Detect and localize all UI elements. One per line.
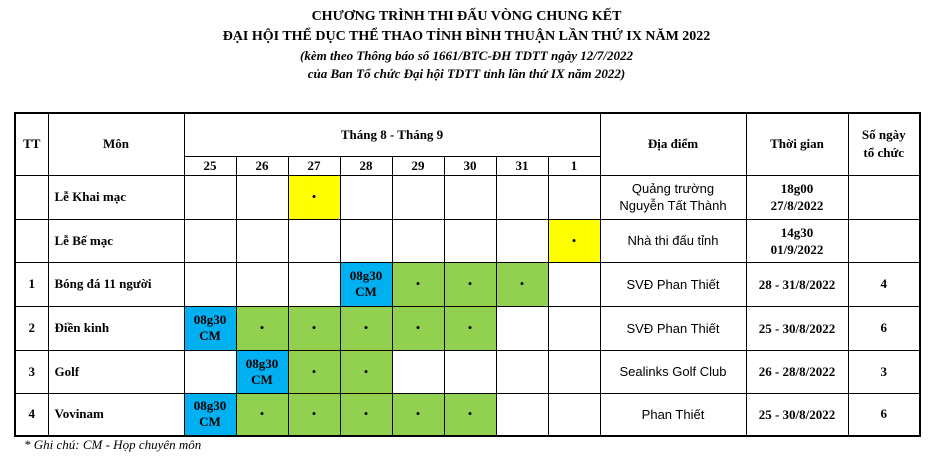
row-time [746, 175, 848, 219]
day-cell [392, 219, 444, 262]
day-cell [548, 350, 600, 393]
row-time: 26 - 28/8/2022 [746, 350, 848, 393]
day-cell [496, 393, 548, 436]
day-cell-meeting [340, 262, 392, 306]
title-line-2: ĐẠI HỘI THỂ DỤC THỂ THAO TỈNH BÌNH THUẬN LẦN THỨ IX NĂM 2022 [222, 29, 711, 44]
row-location: SVĐ Phan Thiết [600, 306, 746, 350]
row-tt [15, 219, 48, 262]
meeting-label: CM [355, 284, 377, 299]
col-header-months: Tháng 8 - Tháng 9 [184, 113, 600, 156]
row-days: 6 [848, 393, 920, 436]
row-time [746, 219, 848, 262]
day-cell-meeting [184, 393, 236, 436]
date-header: 1 [548, 156, 600, 175]
day-cell [548, 393, 600, 436]
day-cell-competition: • [444, 262, 496, 306]
meeting-label: CM [251, 371, 273, 387]
meeting-time: 08g30 [193, 398, 227, 414]
day-cell [340, 175, 392, 219]
row-event-name: Lễ Khai mạc [48, 175, 184, 219]
table-row-football [15, 262, 920, 306]
day-cell [444, 350, 496, 393]
day-cell-competition: • [236, 306, 288, 350]
day-cell-competition: • [288, 306, 340, 350]
day-cell-ceremony: • [548, 219, 600, 262]
row-location [600, 219, 746, 262]
row-location: Sealinks Golf Club [600, 350, 746, 393]
day-cell [496, 219, 548, 262]
row-event-name: Điền kinh [48, 306, 184, 350]
row-tt: 3 [15, 350, 48, 393]
day-cell [548, 175, 600, 219]
row-days [848, 219, 920, 262]
col-header-days-l1: Số ngày [861, 127, 906, 143]
day-cell [444, 219, 496, 262]
row-event-name: Golf [48, 350, 184, 393]
schedule-table [14, 112, 921, 437]
day-cell [444, 175, 496, 219]
day-cell-competition: • [392, 306, 444, 350]
meeting-label: CM [199, 328, 221, 343]
table-row-opening [15, 175, 920, 219]
date-header: 25 [184, 156, 236, 175]
day-cell [496, 306, 548, 350]
day-cell-competition: • [496, 262, 548, 306]
col-header-days-l2: tổ chức [863, 145, 905, 161]
date-header: 30 [444, 156, 496, 175]
table-row-golf [15, 350, 920, 393]
date-header: 31 [496, 156, 548, 175]
table-row-athletics [15, 306, 920, 350]
row-event-name: Vovinam [48, 393, 184, 436]
day-cell [236, 219, 288, 262]
date-header: 29 [392, 156, 444, 175]
day-cell [496, 350, 548, 393]
meeting-label: CM [199, 414, 221, 430]
title-line-1: CHƯƠNG TRÌNH THI ĐẤU VÒNG CHUNG KẾT [311, 9, 622, 24]
day-cell [392, 175, 444, 219]
day-cell [184, 175, 236, 219]
row-time-l2: 01/9/2022 [770, 241, 824, 257]
day-cell [496, 175, 548, 219]
row-days: 3 [848, 350, 920, 393]
day-cell-competition: • [340, 393, 392, 436]
row-time-l1: 14g30 [780, 224, 814, 240]
row-days [848, 175, 920, 219]
day-cell-meeting [184, 306, 236, 350]
col-header-time: Thời gian [746, 113, 848, 175]
row-location-l2: Nguyễn Tất Thành [619, 198, 727, 213]
day-cell [548, 306, 600, 350]
day-cell [184, 219, 236, 262]
day-cell-competition: • [288, 350, 340, 393]
row-location: Phan Thiết [600, 393, 746, 436]
day-cell-competition: • [392, 262, 444, 306]
row-time-l1: 18g00 [780, 181, 814, 196]
row-time: 25 - 30/8/2022 [746, 393, 848, 436]
col-header-mon: Môn [48, 113, 184, 175]
day-cell [288, 262, 340, 306]
day-cell-competition: • [392, 393, 444, 436]
date-header: 27 [288, 156, 340, 175]
row-time: 25 - 30/8/2022 [746, 306, 848, 350]
col-header-tt: TT [15, 113, 48, 175]
day-cell [236, 175, 288, 219]
day-cell-competition: • [288, 393, 340, 436]
row-tt: 4 [15, 393, 48, 436]
table-row-closing [15, 219, 920, 262]
day-cell-meeting [236, 350, 288, 393]
row-location [600, 175, 746, 219]
date-header: 26 [236, 156, 288, 175]
col-header-location: Địa điểm [600, 113, 746, 175]
day-cell [548, 262, 600, 306]
meeting-time: 08g30 [193, 312, 227, 327]
subtitle-line-2: của Ban Tổ chức Đại hội TDTT tỉnh lần thứ IX năm 2022) [307, 66, 626, 81]
day-cell-competition: • [444, 306, 496, 350]
row-location: SVĐ Phan Thiết [600, 262, 746, 306]
day-cell-competition: • [236, 393, 288, 436]
day-cell-competition: • [444, 393, 496, 436]
day-cell [392, 350, 444, 393]
day-cell-competition: • [340, 350, 392, 393]
row-event-name: Bóng đá 11 người [48, 262, 184, 306]
day-cell [288, 219, 340, 262]
row-event-name: Lễ Bế mạc [48, 219, 184, 262]
row-tt: 1 [15, 262, 48, 306]
row-tt: 2 [15, 306, 48, 350]
day-cell-ceremony: • [288, 175, 340, 219]
col-header-days [848, 113, 920, 175]
date-header: 28 [340, 156, 392, 175]
row-days: 6 [848, 306, 920, 350]
subtitle-line-1: (kèm theo Thông báo số 1661/BTC-ĐH TDTT ngày 12/7/2022 [300, 48, 633, 63]
day-cell-competition: • [340, 306, 392, 350]
footnote: * Ghi chú: CM - Họp chuyên môn [24, 437, 202, 452]
table-row-vovinam [15, 393, 920, 436]
meeting-time: 08g30 [349, 268, 383, 283]
meeting-time: 08g30 [245, 355, 279, 371]
row-days: 4 [848, 262, 920, 306]
row-location-l1: Quảng trường [631, 181, 715, 196]
row-tt [15, 175, 48, 219]
row-time-l2: 27/8/2022 [770, 198, 824, 213]
day-cell [184, 350, 236, 393]
day-cell [236, 262, 288, 306]
header-row [15, 113, 920, 156]
day-cell [184, 262, 236, 306]
row-location-l1: Nhà thi đấu tỉnh [627, 233, 719, 248]
day-cell [340, 219, 392, 262]
row-time: 28 - 31/8/2022 [746, 262, 848, 306]
